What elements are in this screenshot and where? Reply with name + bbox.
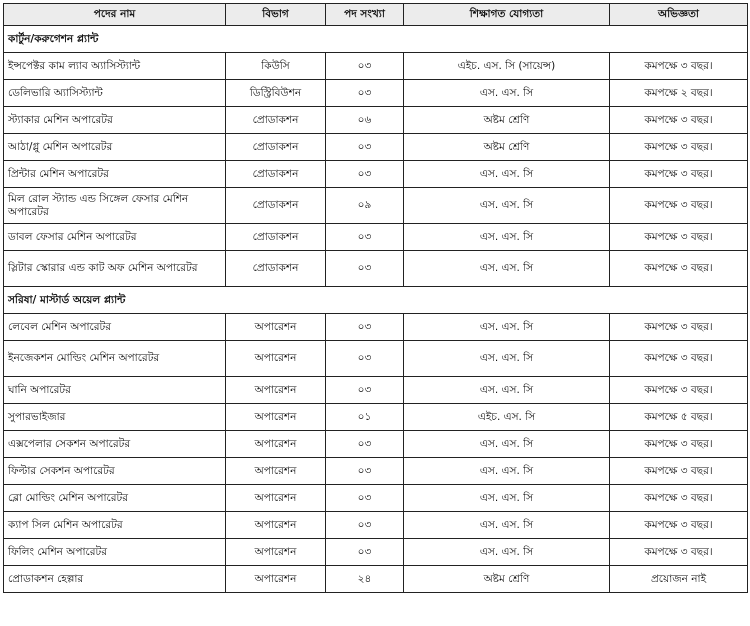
count-cell: ০৩ — [326, 134, 404, 161]
table-row — [4, 80, 748, 107]
experience-cell: কমপক্ষে ৩ বছর। — [610, 251, 748, 287]
experience-cell: কমপক্ষে ২ বছর। — [610, 80, 748, 107]
education-cell: এস. এস. সি — [404, 377, 610, 404]
count-cell: ০৩ — [326, 341, 404, 377]
table-row — [4, 188, 748, 224]
count-cell: ২৪ — [326, 566, 404, 593]
education-cell: অষ্টম শ্রেণি — [404, 134, 610, 161]
post-cell: মিল রোল স্ট্যান্ড এন্ড সিঙ্গেল ফেসার মেশিন অপারেটর — [4, 188, 226, 224]
experience-cell: কমপক্ষে ৩ বছর। — [610, 161, 748, 188]
department-cell: অপারেশন — [226, 539, 326, 566]
section-row — [4, 287, 748, 314]
table-row — [4, 512, 748, 539]
department-cell: অপারেশন — [226, 404, 326, 431]
header-count: পদ সংখ্যা — [326, 4, 404, 26]
education-cell: এস. এস. সি — [404, 314, 610, 341]
education-cell: এস. এস. সি — [404, 251, 610, 287]
header-department: বিভাগ — [226, 4, 326, 26]
count-cell: ০৩ — [326, 539, 404, 566]
department-cell: প্রোডাকশন — [226, 107, 326, 134]
education-cell: এস. এস. সি — [404, 431, 610, 458]
experience-cell: কমপক্ষে ৩ বছর। — [610, 188, 748, 224]
count-cell: ০৩ — [326, 485, 404, 512]
experience-cell: কমপক্ষে ৩ বছর। — [610, 224, 748, 251]
experience-cell: কমপক্ষে ৩ বছর। — [610, 512, 748, 539]
post-cell: লেবেল মেশিন অপারেটর — [4, 314, 226, 341]
education-cell: এস. এস. সি — [404, 188, 610, 224]
count-cell: ০৬ — [326, 107, 404, 134]
department-cell: কিউসি — [226, 53, 326, 80]
department-cell: অপারেশন — [226, 377, 326, 404]
table-row — [4, 161, 748, 188]
education-cell: এইচ. এস. সি (সায়েন্স) — [404, 53, 610, 80]
experience-cell: কমপক্ষে ৩ বছর। — [610, 314, 748, 341]
table-row — [4, 107, 748, 134]
count-cell: ০৩ — [326, 314, 404, 341]
post-cell: ইনজেকশন মোল্ডিং মেশিন অপারেটর — [4, 341, 226, 377]
experience-cell: কমপক্ষে ৩ বছর। — [610, 377, 748, 404]
table-row — [4, 53, 748, 80]
table-row — [4, 377, 748, 404]
count-cell: ০১ — [326, 404, 404, 431]
post-cell: স্লিটার স্কোরার এন্ড কাট অফ মেশিন অপারেটর — [4, 251, 226, 287]
department-cell: অপারেশন — [226, 314, 326, 341]
experience-cell: কমপক্ষে ৩ বছর। — [610, 341, 748, 377]
table-row — [4, 566, 748, 593]
post-cell: আঠা/গ্লু মেশিন অপারেটর — [4, 134, 226, 161]
post-cell: ডেলিভারি অ্যাসিস্ট্যান্ট — [4, 80, 226, 107]
header-row — [4, 4, 748, 26]
experience-cell: কমপক্ষে ৩ বছর। — [610, 134, 748, 161]
count-cell: ০৩ — [326, 377, 404, 404]
experience-cell: কমপক্ষে ৩ বছর। — [610, 431, 748, 458]
education-cell: অষ্টম শ্রেণি — [404, 566, 610, 593]
count-cell: ০৩ — [326, 224, 404, 251]
table-row — [4, 341, 748, 377]
count-cell: ০৩ — [326, 161, 404, 188]
experience-cell: কমপক্ষে ৩ বছর। — [610, 458, 748, 485]
post-cell: ঘানি অপারেটর — [4, 377, 226, 404]
header-post: পদের নাম — [4, 4, 226, 26]
education-cell: এইচ. এস. সি — [404, 404, 610, 431]
count-cell: ০৩ — [326, 251, 404, 287]
education-cell: এস. এস. সি — [404, 512, 610, 539]
count-cell: ০৩ — [326, 80, 404, 107]
education-cell: এস. এস. সি — [404, 539, 610, 566]
count-cell: ০৩ — [326, 458, 404, 485]
department-cell: প্রোডাকশন — [226, 188, 326, 224]
post-cell: ক্যাপ সিল মেশিন অপারেটর — [4, 512, 226, 539]
department-cell: অপারেশন — [226, 341, 326, 377]
department-cell: প্রোডাকশন — [226, 161, 326, 188]
experience-cell: কমপক্ষে ৩ বছর। — [610, 107, 748, 134]
post-cell: ইন্সপেক্টর কাম ল্যাব অ্যাসিস্ট্যান্ট — [4, 53, 226, 80]
education-cell: এস. এস. সি — [404, 224, 610, 251]
experience-cell: কমপক্ষে ৫ বছর। — [610, 404, 748, 431]
table-row — [4, 485, 748, 512]
department-cell: অপারেশন — [226, 512, 326, 539]
post-cell: ফিলিং মেশিন অপারেটর — [4, 539, 226, 566]
header-education: শিক্ষাগত যোগ্যতা — [404, 4, 610, 26]
department-cell: প্রোডাকশন — [226, 134, 326, 161]
post-cell: সুপারভাইজার — [4, 404, 226, 431]
table-row — [4, 134, 748, 161]
table-body — [4, 26, 748, 593]
department-cell: ডিস্ট্রিবিউশন — [226, 80, 326, 107]
table-row — [4, 224, 748, 251]
department-cell: অপারেশন — [226, 566, 326, 593]
table-row — [4, 539, 748, 566]
experience-cell: প্রয়োজন নাই — [610, 566, 748, 593]
department-cell: প্রোডাকশন — [226, 251, 326, 287]
education-cell: এস. এস. সি — [404, 80, 610, 107]
section-title: সরিষা/ মাস্টার্ড অয়েল প্ল্যান্ট — [4, 287, 748, 314]
education-cell: এস. এস. সি — [404, 458, 610, 485]
count-cell: ০৩ — [326, 431, 404, 458]
department-cell: প্রোডাকশন — [226, 224, 326, 251]
table-row — [4, 314, 748, 341]
department-cell: অপারেশন — [226, 431, 326, 458]
post-cell: স্ট্যাকার মেশিন অপারেটর — [4, 107, 226, 134]
department-cell: অপারেশন — [226, 458, 326, 485]
education-cell: অষ্টম শ্রেণি — [404, 107, 610, 134]
experience-cell: কমপক্ষে ৩ বছর। — [610, 485, 748, 512]
section-title: কার্টুন/করুগেশন প্ল্যান্ট — [4, 26, 748, 53]
education-cell: এস. এস. সি — [404, 485, 610, 512]
count-cell: ০৩ — [326, 53, 404, 80]
table-row — [4, 431, 748, 458]
job-table — [3, 3, 748, 593]
post-cell: ফিল্টার সেকশন অপারেটর — [4, 458, 226, 485]
education-cell: এস. এস. সি — [404, 341, 610, 377]
education-cell: এস. এস. সি — [404, 161, 610, 188]
count-cell: ০৩ — [326, 512, 404, 539]
table-row — [4, 404, 748, 431]
post-cell: এক্সপেলার সেকশন অপারেটর — [4, 431, 226, 458]
header-experience: অভিজ্ঞতা — [610, 4, 748, 26]
count-cell: ০৯ — [326, 188, 404, 224]
post-cell: প্রিন্টার মেশিন অপারেটর — [4, 161, 226, 188]
experience-cell: কমপক্ষে ৩ বছর। — [610, 539, 748, 566]
section-row — [4, 26, 748, 53]
table-row — [4, 251, 748, 287]
table-row — [4, 458, 748, 485]
post-cell: প্রোডাকশন হেল্পার — [4, 566, 226, 593]
post-cell: ডাবল ফেসার মেশিন অপারেটর — [4, 224, 226, 251]
department-cell: অপারেশন — [226, 485, 326, 512]
post-cell: ব্লো মোল্ডিং মেশিন অপারেটর — [4, 485, 226, 512]
experience-cell: কমপক্ষে ৩ বছর। — [610, 53, 748, 80]
